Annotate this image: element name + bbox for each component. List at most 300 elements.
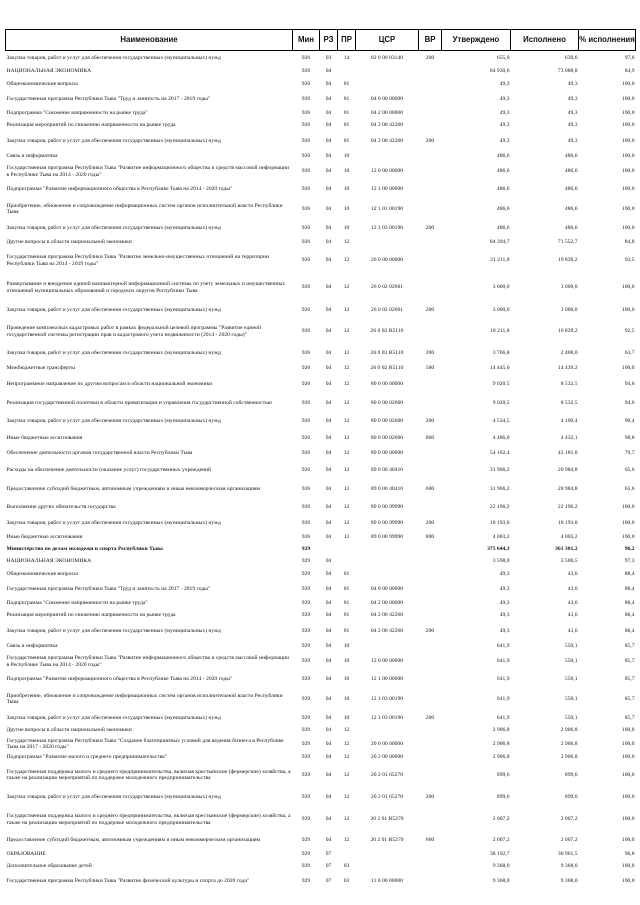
- row-target-article: 02 0 06 03140: [370, 55, 404, 62]
- row-target-article: 12 1 00 00000: [370, 675, 404, 682]
- row-ministry: 929: [301, 837, 311, 844]
- row-name: НАЦИОНАЛЬНАЯ ЭКОНОМИКА: [6, 558, 92, 565]
- row-name: Закупка товаров, работ и услуг для обеспечения государственных (муниципальных) нужд: [6, 627, 221, 634]
- row-approved: 49,3: [499, 627, 510, 634]
- row-target-article: [356, 544, 419, 556]
- row-name: Выполнение других обязательств государства: [6, 503, 116, 510]
- row-executed: 550,1: [564, 695, 578, 702]
- row-section: 04: [325, 534, 332, 541]
- row-ministry: 929: [301, 612, 311, 619]
- row-subsection: [338, 556, 356, 568]
- row-percent: 85,7: [624, 643, 635, 650]
- row-target-article: 04 2 00 00000: [370, 110, 404, 117]
- row-expense-type: [419, 873, 442, 891]
- table-row: [6, 610, 636, 622]
- row-ministry: 929: [301, 627, 311, 634]
- row-ministry: 926: [301, 381, 311, 388]
- row-section: 04: [325, 364, 332, 371]
- row-executed: 3 000,0: [560, 284, 578, 291]
- row-subsection: 01: [343, 612, 350, 619]
- row-section: 04: [325, 740, 332, 747]
- row-target-article: 26 0 00 00000: [370, 257, 404, 264]
- row-subsection: 01: [343, 95, 350, 102]
- row-approved: 84 930,6: [489, 68, 510, 75]
- row-expense-type: 200: [425, 55, 435, 62]
- row-ministry: 929: [301, 600, 311, 607]
- row-executed: 43,6: [567, 627, 578, 634]
- row-section: 04: [325, 675, 332, 682]
- table-row: [6, 788, 636, 807]
- row-executed: 486,6: [564, 224, 578, 231]
- row-ministry: 926: [301, 284, 311, 291]
- table-row: [6, 151, 636, 163]
- row-section: 04: [325, 205, 332, 212]
- row-ministry: 926: [301, 399, 311, 406]
- row-executed: 486,6: [564, 205, 578, 212]
- row-section: 04: [325, 816, 332, 823]
- row-executed: 2 400,0: [560, 349, 578, 356]
- row-target-article: 20 2 01 65270: [370, 771, 404, 778]
- row-ministry: 926: [301, 418, 311, 425]
- row-percent: 100,0: [621, 727, 635, 734]
- row-name: Закупка товаров, работ и услуг для обеспечения государственных (муниципальных) нужд: [6, 418, 221, 425]
- table-row: [6, 346, 636, 361]
- row-ministry: 926: [301, 349, 311, 356]
- row-percent: 85,7: [624, 658, 635, 665]
- row-name: Государственная программа Республики Тыва "Развитие земельно-имущественных отношений на территории Республики Тыва на 2014 - 2019 годы": [6, 254, 269, 267]
- row-subsection: 10: [343, 205, 350, 212]
- row-subsection: 10: [343, 185, 350, 192]
- row-approved: 899,6: [496, 771, 510, 778]
- row-approved: 899,6: [496, 793, 510, 800]
- row-target-article: [356, 641, 419, 653]
- row-target-article: [356, 66, 419, 78]
- row-target-article: 20 2 01 R5270: [370, 837, 404, 844]
- row-approved: 9 368,0: [492, 878, 510, 885]
- row-executed: 899,6: [564, 793, 578, 800]
- row-subsection: 12: [343, 754, 350, 761]
- row-expense-type: [419, 236, 442, 249]
- row-target-article: 26 0 02 R5110: [370, 349, 404, 356]
- row-section: 04: [325, 467, 332, 474]
- row-percent: 100,0: [621, 185, 635, 192]
- row-approved: 2 007,2: [492, 816, 510, 823]
- row-executed: 2 906,8: [560, 754, 578, 761]
- row-subsection: 12: [343, 519, 350, 526]
- row-approved: 655,0: [496, 55, 510, 62]
- table-row: [6, 78, 636, 91]
- row-approved: 3 000,0: [492, 284, 510, 291]
- row-subsection: 01: [343, 122, 350, 129]
- row-approved: 49,3: [499, 95, 510, 102]
- row-section: 04: [325, 418, 332, 425]
- row-name: Предоставление субсидий бюджетным, автономным учреждениям и иным некоммерческим организациям: [6, 837, 261, 844]
- row-name: Государственная программа Республики Тыва "Развитие физической культуры и спорта до 2020 года": [6, 878, 250, 885]
- row-percent: 100,0: [621, 364, 635, 371]
- row-expense-type: [419, 163, 442, 181]
- row-name: Межбюджетные трансферты: [6, 364, 75, 371]
- row-percent: 100,0: [621, 110, 635, 117]
- row-target-article: [356, 236, 419, 249]
- row-name: Государственная поддержка малого и среднего предпринимательства, включая крестьянские (фермерские) хозяйства, а также на реализацию мероприятий по поддержке молодежного предпринимательства: [6, 768, 291, 781]
- row-ministry: 926: [301, 95, 311, 102]
- row-section: 04: [325, 328, 332, 335]
- row-section: 04: [325, 381, 332, 388]
- row-ministry: 926: [301, 486, 311, 493]
- table-row: [6, 413, 636, 431]
- row-ministry: 926: [301, 519, 311, 526]
- row-ministry: 926: [301, 434, 311, 441]
- row-approved: 9 020,5: [492, 399, 510, 406]
- row-percent: 100,0: [621, 534, 635, 541]
- row-executed: 71 552,7: [557, 238, 578, 245]
- row-subsection: [338, 66, 356, 78]
- row-ministry: 929: [301, 558, 311, 565]
- row-name: Закупка товаров, работ и услуг для обеспечения государственных (муниципальных) нужд: [6, 519, 221, 526]
- row-approved: 49,3: [499, 585, 510, 592]
- row-executed: 49,3: [567, 80, 578, 87]
- row-name: Закупка товаров, работ и услуг для обеспечения государственных (муниципальных) нужд: [6, 714, 221, 721]
- row-subsection: [338, 849, 356, 861]
- row-subsection: 01: [343, 110, 350, 117]
- row-executed: 486,6: [564, 153, 578, 160]
- table-row: [6, 480, 636, 500]
- row-name: Закупка товаров, работ и услуг для обеспечения государственных (муниципальных) нужд: [6, 306, 221, 313]
- row-section: 04: [325, 450, 332, 457]
- row-section: 04: [325, 612, 332, 619]
- row-target-article: 89 0 00 40410: [370, 486, 404, 493]
- table-row: [6, 671, 636, 688]
- row-percent: 100,0: [621, 816, 635, 823]
- row-ministry: 929: [301, 695, 311, 702]
- row-percent: 96,8: [624, 851, 635, 858]
- row-executed: 4 432,1: [560, 434, 578, 441]
- header-row: [6, 30, 636, 51]
- row-approved: 9 368,0: [492, 863, 510, 870]
- row-target-article: 04 0 00 00000: [370, 95, 404, 102]
- table-row: [6, 318, 636, 346]
- table-row: [6, 726, 636, 736]
- table-row: [6, 236, 636, 249]
- row-expense-type: [419, 273, 442, 303]
- row-expense-type: [419, 394, 442, 413]
- row-subsection: 01: [343, 627, 350, 634]
- column-header-section: РЗ: [320, 30, 338, 51]
- row-executed: 8 532,5: [560, 399, 578, 406]
- row-name: Реализация мероприятий по снижению напряженности на рынке труда: [6, 612, 176, 619]
- row-ministry: 929: [301, 546, 311, 553]
- row-name: Министерство по делам молодежи и спорта Республики Тыва: [6, 546, 163, 553]
- row-ministry: 929: [301, 714, 311, 721]
- row-target-article: [356, 849, 419, 861]
- table-row: [6, 849, 636, 861]
- row-name: Подпрограмма "Развитие информационного общества в Республике Тыва на 2014 - 2020 годы": [6, 675, 233, 682]
- row-executed: 550,1: [564, 675, 578, 682]
- row-executed: 36 961,5: [557, 851, 578, 858]
- row-target-article: 20 2 01 R5270: [370, 816, 404, 823]
- row-approved: 31 966,2: [489, 467, 510, 474]
- row-section: 04: [325, 627, 332, 634]
- table-row: [6, 568, 636, 581]
- row-section: 04: [325, 434, 332, 441]
- row-executed: 43,6: [567, 570, 578, 577]
- row-subsection: 12: [343, 349, 350, 356]
- row-expense-type: 800: [425, 534, 435, 541]
- row-section: 04: [325, 68, 332, 75]
- row-percent: 93,5: [624, 257, 635, 264]
- table-row: [6, 66, 636, 78]
- table-row: [6, 273, 636, 303]
- row-target-article: [356, 78, 419, 91]
- row-ministry: 926: [301, 68, 311, 75]
- row-approved: 375 644,3: [487, 546, 510, 553]
- row-approved: 49,3: [499, 122, 510, 129]
- row-approved: 4 534,5: [492, 418, 510, 425]
- row-target-article: 89 0 00 00000: [370, 450, 404, 457]
- row-percent: 100,0: [621, 95, 635, 102]
- row-expense-type: 600: [425, 486, 435, 493]
- row-target-article: 04 2 00 42260: [370, 627, 404, 634]
- table-row: [6, 198, 636, 221]
- row-approved: 9 020,5: [492, 381, 510, 388]
- row-section: 04: [325, 695, 332, 702]
- row-ministry: 926: [301, 364, 311, 371]
- row-subsection: 12: [343, 503, 350, 510]
- row-name: Закупка товаров, работ и услуг для обеспечения государственных (муниципальных) нужд: [6, 224, 221, 231]
- row-executed: 8 532,5: [560, 381, 578, 388]
- row-expense-type: [419, 198, 442, 221]
- table-row: [6, 653, 636, 671]
- row-expense-type: 600: [425, 837, 435, 844]
- row-name: Другие вопросы в области национальной экономики: [6, 238, 132, 245]
- row-percent: 65,6: [624, 467, 635, 474]
- row-target-article: [356, 861, 419, 873]
- row-target-article: 89 0 00 99990: [370, 519, 404, 526]
- table-row: [6, 446, 636, 462]
- row-expense-type: [419, 151, 442, 163]
- row-subsection: 01: [343, 585, 350, 592]
- row-section: 04: [325, 754, 332, 761]
- row-percent: 79,7: [624, 450, 635, 457]
- row-section: 04: [325, 558, 332, 565]
- row-expense-type: [419, 671, 442, 688]
- row-executed: 19 839,2: [557, 257, 578, 264]
- row-section: 04: [325, 727, 332, 734]
- row-executed: 22 196,2: [557, 503, 578, 510]
- row-section: 04: [325, 110, 332, 117]
- row-ministry: 929: [301, 570, 311, 577]
- row-name: Подпрограмма "Развитие малого и среднего предпринимательства": [6, 754, 168, 761]
- table-row: [6, 249, 636, 273]
- row-target-article: 12 1 03 00190: [370, 224, 404, 231]
- row-percent: 97,6: [624, 55, 635, 62]
- row-name: Проведение комплексных кадастровых работ в рамках федеральной целевой программы "Развитие единой государственной системы регистрации прав и кадастрового учета недвижимости (2014 - 2020 годы)": [6, 325, 262, 338]
- row-ministry: 929: [301, 771, 311, 778]
- row-expense-type: [419, 753, 442, 763]
- row-subsection: 12: [343, 727, 350, 734]
- table-row: [6, 431, 636, 446]
- row-ministry: 929: [301, 754, 311, 761]
- row-approved: 486,6: [496, 185, 510, 192]
- row-subsection: 10: [343, 675, 350, 682]
- row-percent: 100,0: [621, 80, 635, 87]
- row-ministry: 926: [301, 185, 311, 192]
- row-subsection: 03: [343, 878, 350, 885]
- row-approved: 31 966,2: [489, 486, 510, 493]
- table-row: [6, 462, 636, 480]
- row-approved: 14 445,0: [489, 364, 510, 371]
- row-executed: 43 181,0: [557, 450, 578, 457]
- row-percent: 100,0: [621, 754, 635, 761]
- row-ministry: 929: [301, 585, 311, 592]
- row-name: Общеэкономические вопросы: [6, 570, 78, 577]
- row-executed: 49,3: [567, 110, 578, 117]
- row-expense-type: [419, 91, 442, 108]
- row-expense-type: [419, 861, 442, 873]
- table-row: [6, 833, 636, 849]
- row-subsection: 12: [343, 306, 350, 313]
- row-expense-type: [419, 318, 442, 346]
- row-executed: 361 301,2: [555, 546, 578, 553]
- row-expense-type: 200: [425, 793, 435, 800]
- row-name: Дополнительное образование детей: [6, 863, 92, 870]
- row-target-article: 12 1 03 00190: [370, 205, 404, 212]
- row-expense-type: [419, 462, 442, 480]
- row-subsection: 12: [343, 467, 350, 474]
- row-ministry: 929: [301, 863, 311, 870]
- row-ministry: 926: [301, 450, 311, 457]
- row-subsection: 12: [343, 364, 350, 371]
- table-row: [6, 181, 636, 198]
- row-subsection: 01: [343, 80, 350, 87]
- row-section: 04: [325, 714, 332, 721]
- row-subsection: 12: [343, 837, 350, 844]
- row-percent: 90,4: [624, 418, 635, 425]
- table-row: [6, 532, 636, 544]
- row-percent: 98,8: [624, 434, 635, 441]
- row-executed: 899,6: [564, 771, 578, 778]
- table-row: [6, 394, 636, 413]
- row-expense-type: [419, 249, 442, 273]
- row-section: 04: [325, 238, 332, 245]
- row-expense-type: [419, 446, 442, 462]
- row-ministry: 926: [301, 467, 311, 474]
- row-name: Подпрограмма "Развитие информационного общества в Республике Тыва на 2014 - 2020 годы": [6, 185, 233, 192]
- column-header-approved: Утверждено: [442, 30, 511, 51]
- row-percent: 100,0: [621, 740, 635, 747]
- row-target-article: 12 0 00 00000: [370, 168, 404, 175]
- row-target-article: 26 0 02 02601: [370, 284, 404, 291]
- row-executed: 73 088,8: [557, 68, 578, 75]
- row-section: 04: [325, 168, 332, 175]
- row-target-article: 04 0 00 00000: [370, 585, 404, 592]
- table-row: [6, 688, 636, 711]
- row-executed: 4 003,2: [560, 534, 578, 541]
- row-executed: 16 839,2: [557, 328, 578, 335]
- table-row: [6, 622, 636, 641]
- row-target-article: 80 0 00 02600: [370, 434, 404, 441]
- row-subsection: 12: [343, 257, 350, 264]
- table-row: [6, 763, 636, 788]
- row-name: Связь и информатика: [6, 153, 58, 160]
- row-percent: 100,0: [621, 793, 635, 800]
- row-executed: 43,6: [567, 600, 578, 607]
- row-expense-type: 200: [425, 519, 435, 526]
- row-target-article: [356, 556, 419, 568]
- row-expense-type: [419, 66, 442, 78]
- row-ministry: 929: [301, 816, 311, 823]
- row-ministry: 929: [301, 793, 311, 800]
- row-expense-type: [419, 120, 442, 132]
- row-approved: 18 193,0: [489, 519, 510, 526]
- row-percent: 100,0: [621, 519, 635, 526]
- row-subsection: 01: [343, 137, 350, 144]
- row-name: Иные бюджетные ассигнования: [6, 434, 83, 441]
- row-section: 04: [325, 643, 332, 650]
- row-subsection: [338, 544, 356, 556]
- row-section: 04: [325, 503, 332, 510]
- row-subsection: 10: [343, 153, 350, 160]
- row-section: 07: [325, 878, 332, 885]
- row-name: Обеспечение деятельности органов государственной власти Республики Тыва: [6, 450, 193, 457]
- row-approved: 641,9: [496, 714, 510, 721]
- row-name: НАЦИОНАЛЬНАЯ ЭКОНОМИКА: [6, 68, 92, 75]
- row-section: 04: [325, 600, 332, 607]
- row-approved: 2 007,2: [492, 837, 510, 844]
- table-row: [6, 91, 636, 108]
- row-target-article: 20 2 01 65270: [370, 793, 404, 800]
- row-subsection: 12: [343, 486, 350, 493]
- row-expense-type: 800: [425, 434, 435, 441]
- row-subsection: 10: [343, 658, 350, 665]
- table-body: [6, 51, 636, 891]
- row-expense-type: [419, 763, 442, 788]
- table-row: [6, 581, 636, 598]
- row-section: 04: [325, 793, 332, 800]
- row-percent: 100,0: [621, 837, 635, 844]
- row-approved: 49,3: [499, 110, 510, 117]
- row-name: Иные бюджетные ассигнования: [6, 534, 83, 541]
- row-approved: 641,9: [496, 675, 510, 682]
- row-name: Государственная поддержка малого и среднего предпринимательства, включая крестьянские (фермерские) хозяйства, а также на реализацию мероприятий по поддержке молодежного предпринимательства: [6, 813, 291, 826]
- row-target-article: 80 0 00 02600: [370, 399, 404, 406]
- table-row: [6, 753, 636, 763]
- table-row: [6, 544, 636, 556]
- row-section: 04: [325, 284, 332, 291]
- row-ministry: 929: [301, 675, 311, 682]
- row-target-article: 80 0 00 02600: [370, 418, 404, 425]
- row-subsection: 14: [343, 55, 350, 62]
- row-target-article: [356, 726, 419, 736]
- row-name: Государственная программа Республики Тыва "Развитие информационного общества и средств массовой информации в Республике Тыва на 2014 - 2020 годы": [6, 165, 290, 178]
- row-approved: 3 766,8: [492, 349, 510, 356]
- row-subsection: 10: [343, 695, 350, 702]
- row-name: Другие вопросы в области национальной экономики: [6, 727, 132, 734]
- row-section: 04: [325, 224, 332, 231]
- row-percent: 100,0: [621, 122, 635, 129]
- row-approved: 641,9: [496, 658, 510, 665]
- row-expense-type: 200: [425, 306, 435, 313]
- row-target-article: 80 0 00 00000: [370, 381, 404, 388]
- row-executed: 550,1: [564, 643, 578, 650]
- row-percent: 100,0: [621, 306, 635, 313]
- row-expense-type: 200: [425, 349, 435, 356]
- row-approved: 38 192,7: [489, 851, 510, 858]
- row-ministry: 929: [301, 643, 311, 650]
- row-approved: 49,3: [499, 80, 510, 87]
- row-executed: 486,6: [564, 185, 578, 192]
- row-percent: 92,5: [624, 328, 635, 335]
